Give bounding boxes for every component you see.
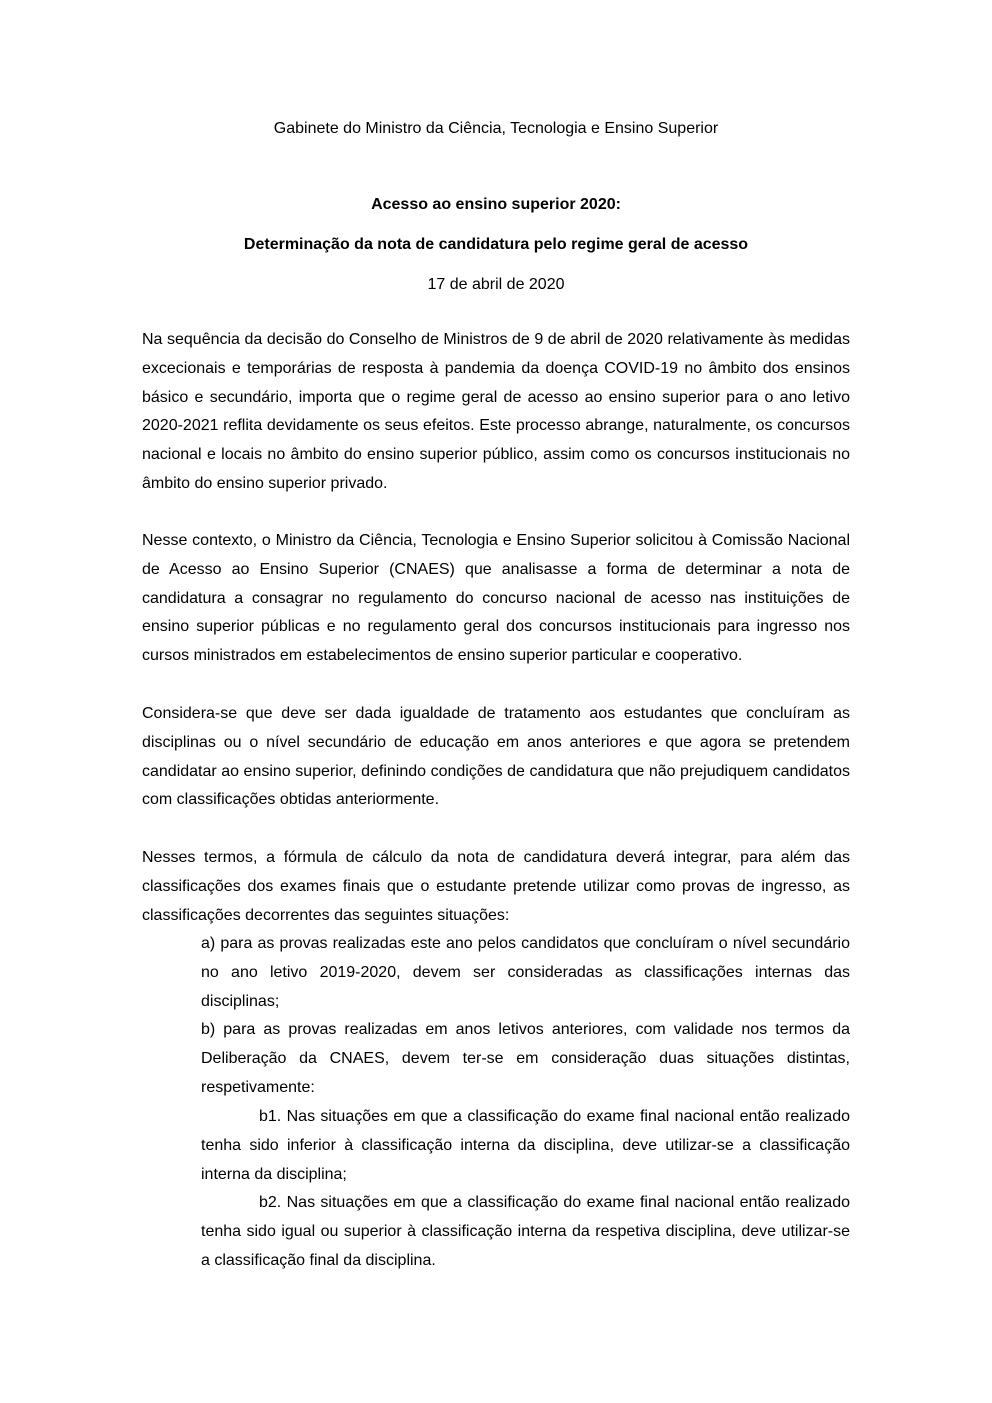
document-subtitle: Determinação da nota de candidatura pelo regime geral de acesso xyxy=(243,236,749,253)
paragraph-context: Na sequência da decisão do Conselho de Ministros de 9 de abril de 2020 relativamente às medidas excecionais e temporárias de resposta à pandemia da doença COVID-19 no âmbito dos ensinos básico e secundário, importa que o regime geral de acesso ao ensino superior para o ano letivo 2020-2021 reflita devidamente os seus efeitos. Este processo abrange, naturalmente, os concursos nacional e locais no âmbito do ensino superior público, assim como os concursos institucionais no âmbito do ensino superior privado. xyxy=(142,331,850,492)
paragraph-equality: Considera-se que deve ser dada igualdade de tratamento aos estudantes que concluíram as disciplinas ou o nível secundário de educação em anos anteriores e que agora se pretendem candidatar ao ensino superior, definindo condições de candidatura que não prejudiquem candidatos com classificações obtidas anteriormente. xyxy=(142,705,850,809)
document-title: Acesso ao ensino superior 2020: xyxy=(371,196,621,213)
office-header: Gabinete do Ministro da Ciência, Tecnologia e Ensino Superior xyxy=(273,120,719,137)
list-item-b1: b1. Nas situações em que a classificação do exame final nacional então realizado tenha sido inferior à classificação interna da disciplina, deve utilizar-se a classificação interna da disciplina; xyxy=(201,1108,850,1183)
document-date: 17 de abril de 2020 xyxy=(427,276,565,293)
list-item-b2: b2. Nas situações em que a classificação do exame final nacional então realizado tenha sido igual ou superior à classificação interna da respetiva disciplina, deve utilizar-se a classificação final da disciplina. xyxy=(201,1194,850,1269)
paragraph-formula: Nesses termos, a fórmula de cálculo da nota de candidatura deverá integrar, para além das classificações dos exames finais que o estudante pretende utilizar como provas de ingresso, as classificações decorrentes das seguintes situações: xyxy=(142,849,850,924)
list-item-a: a) para as provas realizadas este ano pelos candidatos que concluíram o nível secundário no ano letivo 2019-2020, devem ser consideradas as classificações internas das disciplinas; xyxy=(201,935,850,1010)
list-item-b: b) para as provas realizadas em anos letivos anteriores, com validade nos termos da Deliberação da CNAES, devem ter-se em consideração duas situações distintas, respetivamente: xyxy=(201,1021,850,1096)
paragraph-request: Nesse contexto, o Ministro da Ciência, Tecnologia e Ensino Superior solicitou à Comissão Nacional de Acesso ao Ensino Superior (CNAES) que analisasse a forma de determinar a nota de candidatura a consagrar no regulamento do concurso nacional de acesso nas instituições de ensino superior públicas e no regulamento geral dos concursos institucionais para ingresso nos cursos ministrados em estabelecimentos de ensino superior particular e cooperativo. xyxy=(142,532,850,665)
